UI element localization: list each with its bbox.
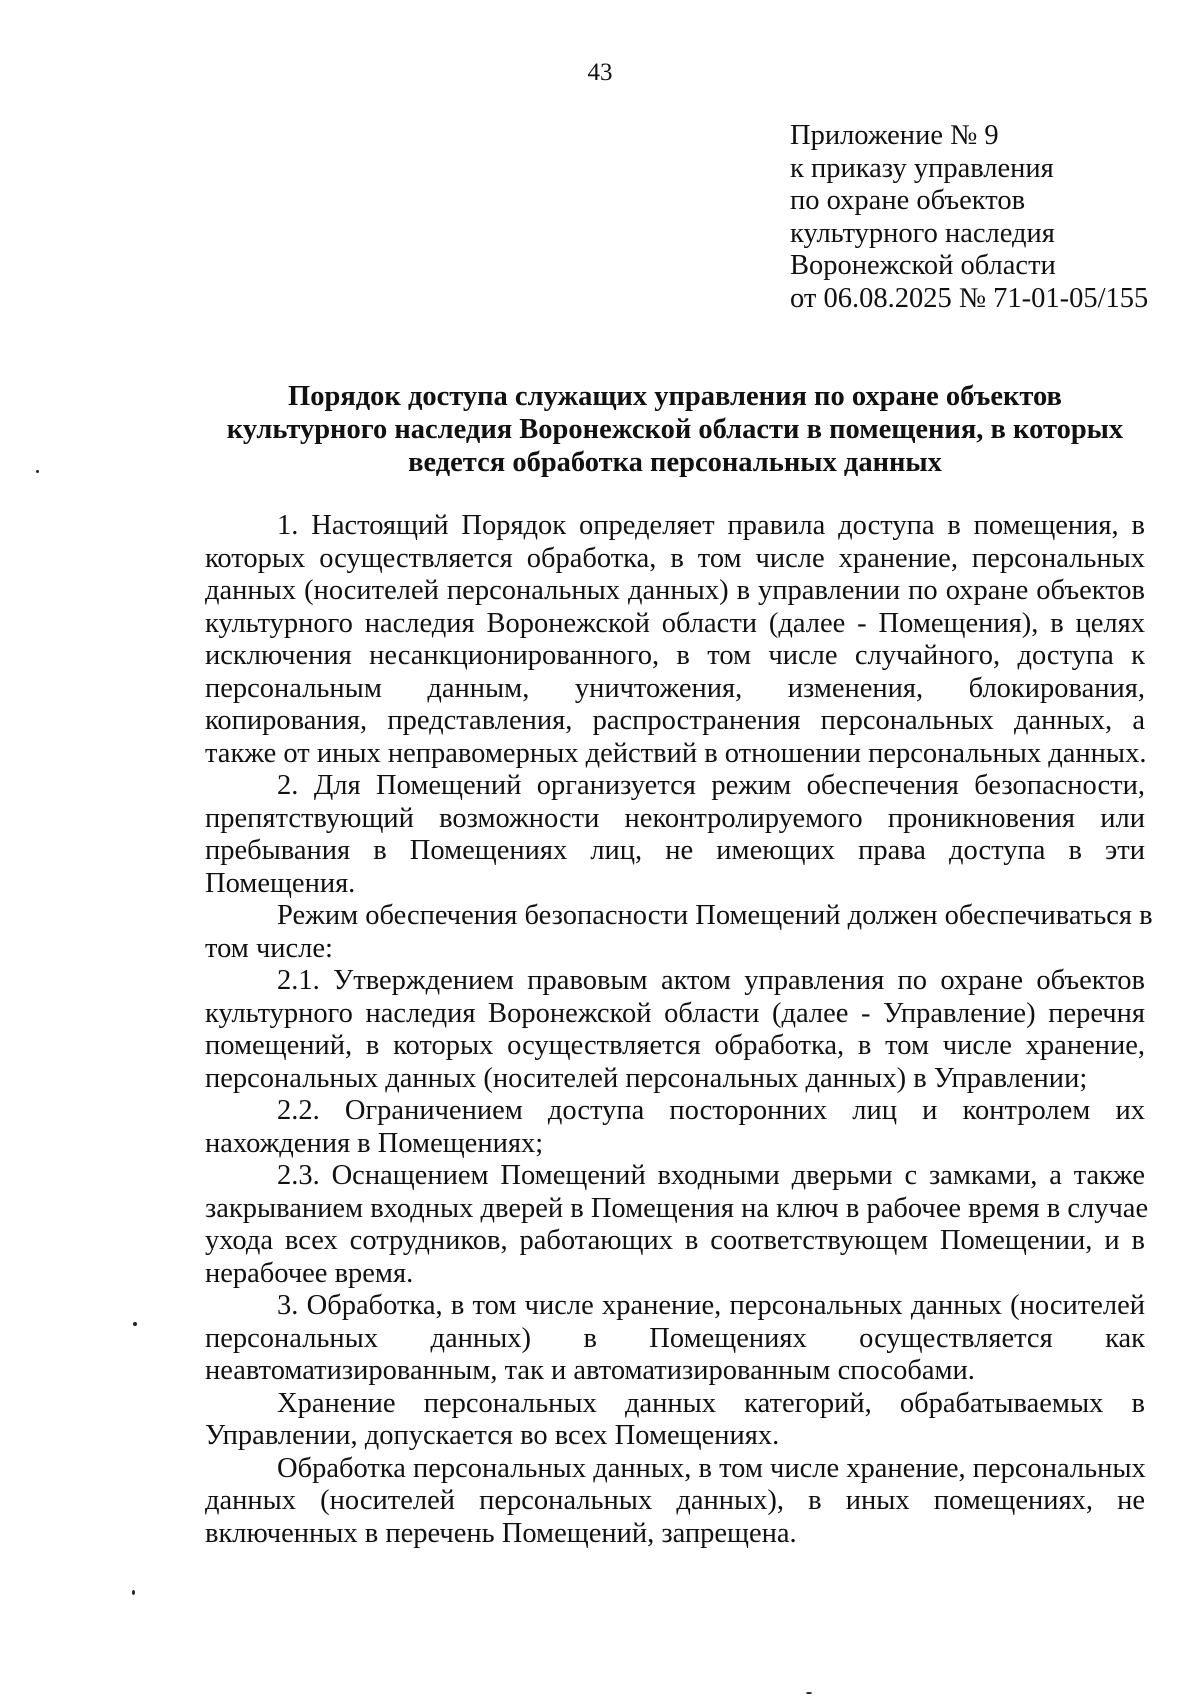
scan-speck bbox=[36, 470, 39, 473]
text-line: копирования, представления, распространения персональных данных, а bbox=[205, 705, 1145, 736]
text-line: 2.3. Оснащением Помещений входными дверьми с замками, а также bbox=[277, 1160, 1145, 1191]
text-line: Хранение персональных данных категорий, обрабатываемых в bbox=[277, 1387, 1145, 1419]
paragraph-2 bbox=[205, 770, 1145, 900]
appendix-line: к приказу управления bbox=[790, 152, 1054, 184]
paragraph-2-2 bbox=[205, 1095, 1145, 1160]
text-line: персональных данных) в Помещениях осуществляется как bbox=[205, 1322, 1145, 1354]
text-line: включенных в перечень Помещений, запрещена. bbox=[205, 1517, 797, 1549]
text-line: которых осуществляется обработка, в том числе хранение, персональных bbox=[205, 542, 1145, 574]
page-number: 43 bbox=[587, 59, 613, 86]
text-line: также от иных неправомерных действий в отношении персональных данных. bbox=[205, 737, 1147, 769]
appendix-block bbox=[790, 120, 1190, 315]
text-line: Обработка персональных данных, в том числе хранение, персональных bbox=[277, 1452, 1146, 1484]
text-line: культурного наследия Воронежской области (далее - Управление) перечня bbox=[205, 997, 1145, 1029]
text-line: 2. Для Помещений организуется режим обеспечения безопасности, bbox=[277, 770, 1145, 801]
text-line: нерабочее время. bbox=[205, 1257, 414, 1289]
text-line: культурного наследия Воронежской области (далее - Помещения), в целях bbox=[205, 607, 1145, 639]
text-line: персональным данным, уничтожения, изменения, блокирования, bbox=[205, 672, 1145, 704]
title-line: Порядок доступа служащих управления по охране объектов bbox=[288, 381, 1062, 412]
paragraph-3-prohibition bbox=[205, 1453, 1145, 1551]
appendix-line: по охране объектов bbox=[790, 185, 1026, 216]
text-line: 1. Настоящий Порядок определяет правила доступа в помещения, в bbox=[277, 510, 1145, 541]
text-line: персональных данных (носителей персональных данных) в Управлении; bbox=[205, 1062, 1088, 1094]
text-line: неавтоматизированным, так и автоматизированным способами. bbox=[205, 1355, 975, 1386]
text-line: Помещения. bbox=[205, 867, 356, 899]
paragraph-2-regime bbox=[205, 900, 1153, 965]
text-line: помещений, в которых осуществляется обработка, в том числе хранение, bbox=[205, 1030, 1145, 1061]
text-line: 3. Обработка, в том числе хранение, персональных данных (носителей bbox=[277, 1290, 1145, 1321]
text-line: препятствующий возможности неконтролируемого проникновения или bbox=[205, 802, 1145, 834]
text-line: ухода всех сотрудников, работающих в соответствующем Помещении, и в bbox=[205, 1225, 1145, 1256]
text-line: 2.2. Ограничением доступа посторонних лиц и контролем их bbox=[277, 1095, 1145, 1126]
title-line: культурного наследия Воронежской области в помещения, в которых bbox=[226, 414, 1124, 445]
scan-speck bbox=[133, 1322, 137, 1326]
document-title bbox=[205, 380, 1145, 479]
text-line: данных (носителей персональных данных) в управлении по охране объектов bbox=[205, 575, 1145, 606]
appendix-line: культурного наследия bbox=[790, 217, 1055, 249]
text-line: закрыванием входных дверей в Помещения на ключ в рабочее время в случае bbox=[205, 1192, 1149, 1224]
paragraph-3 bbox=[205, 1290, 1145, 1388]
appendix-line: от 06.08.2025 № 71-01-05/155 bbox=[790, 282, 1149, 314]
text-line: Управлении, допускается во всех Помещениях. bbox=[205, 1420, 780, 1451]
text-line: 2.1. Утверждением правовым актом управления по охране объектов bbox=[277, 965, 1145, 996]
text-line: том числе: bbox=[205, 932, 333, 964]
text-line: исключения несанкционированного, в том числе случайного, доступа к bbox=[205, 640, 1145, 671]
text-line: Режим обеспечения безопасности Помещений должен обеспечиваться в bbox=[277, 900, 1153, 931]
appendix-line: Воронежской области bbox=[790, 250, 1056, 281]
document-body bbox=[205, 510, 1153, 1550]
paragraph-3-storage bbox=[205, 1388, 1145, 1453]
paragraph-1 bbox=[205, 510, 1145, 770]
text-line: нахождения в Помещениях; bbox=[205, 1127, 544, 1159]
paragraph-2-3 bbox=[205, 1160, 1149, 1290]
appendix-line: Приложение № 9 bbox=[790, 120, 999, 151]
scan-speck bbox=[132, 1590, 135, 1595]
title-line: ведется обработка персональных данных bbox=[408, 447, 942, 478]
text-line: данных (носителей персональных данных), в иных помещениях, не bbox=[205, 1485, 1145, 1516]
scan-speck bbox=[806, 1692, 812, 1694]
paragraph-2-1 bbox=[205, 965, 1145, 1095]
text-line: пребывания в Помещениях лиц, не имеющих права доступа в эти bbox=[205, 835, 1145, 866]
